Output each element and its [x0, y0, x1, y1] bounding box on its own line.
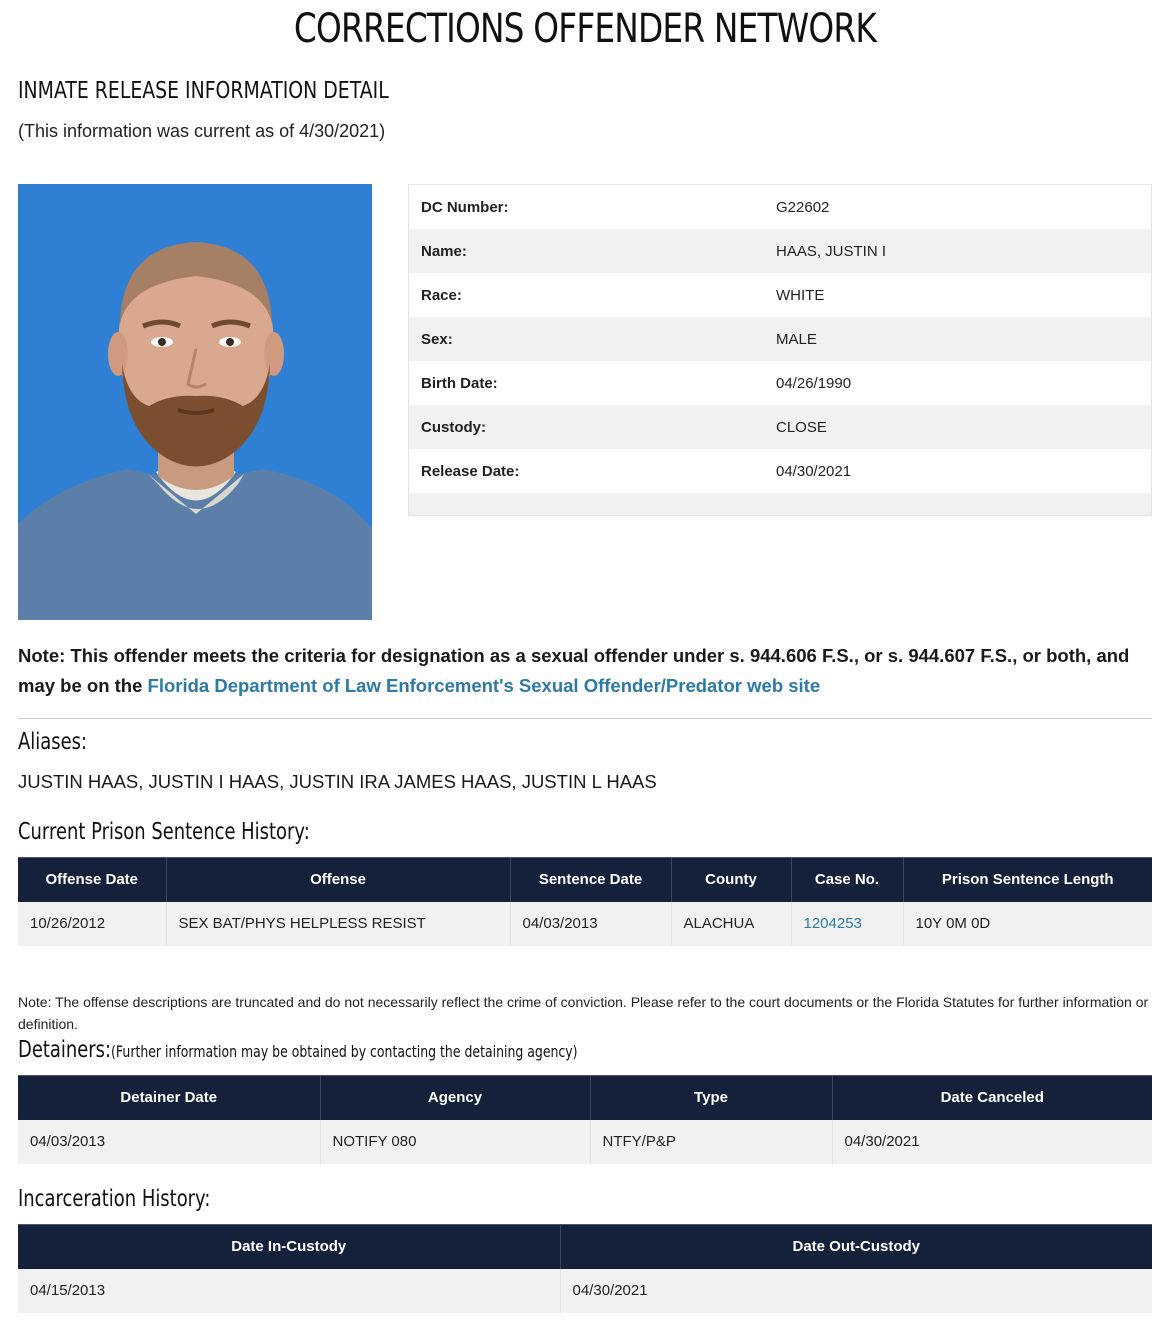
info-label: Birth Date: [421, 374, 498, 392]
column-header: Case No. [791, 858, 903, 902]
site-title-text: CORRECTIONS OFFENDER NETWORK [293, 6, 877, 52]
column-header: County [671, 858, 791, 902]
table-cell: 04/03/2013 [18, 1120, 320, 1164]
info-value: HAAS, JUSTIN I [776, 242, 887, 260]
info-row-race [409, 273, 1151, 317]
note-text: Note: This offender meets the criteria for designation as a sexual offender under s. 944.606 F.S., or s. 944.607 F.S., or both, and may be on the [18, 645, 1130, 696]
info-value: MALE [776, 330, 817, 348]
table-cell: 04/30/2021 [560, 1269, 1152, 1313]
table-cell: SEX BAT/PHYS HELPLESS RESIST [166, 902, 510, 946]
column-header: Date In-Custody [18, 1225, 560, 1269]
incarceration-heading-text: Incarceration History: [18, 1186, 211, 1212]
info-row-birth-date [409, 361, 1151, 405]
column-header: Offense [166, 858, 510, 902]
table-row [18, 1269, 1152, 1313]
info-value: WHITE [776, 286, 825, 304]
table-row [18, 902, 1152, 946]
column-header: Agency [320, 1076, 590, 1120]
detainers-heading-title: Detainers: [18, 1037, 112, 1063]
site-title [0, 6, 1170, 52]
sentence-history-heading [18, 819, 392, 845]
sexual-offender-note [18, 641, 1152, 701]
sentence-history-table [18, 857, 1152, 946]
sentence-history-heading-text: Current Prison Sentence History: [18, 819, 310, 845]
page-heading-text: INMATE RELEASE INFORMATION DETAIL [18, 78, 389, 104]
column-header: Type [590, 1076, 832, 1120]
fdle-offender-site-link[interactable]: Florida Department of Law Enforcement's Sexual Offender/Predator web site [147, 675, 821, 696]
column-header: Date Out-Custody [560, 1225, 1152, 1269]
divider [18, 718, 1152, 719]
info-row-custody [409, 405, 1151, 449]
info-label: DC Number: [421, 198, 509, 216]
current-as-of: (This information was current as of 4/30/2021) [18, 121, 386, 141]
table-header-row [18, 1225, 1152, 1269]
info-label: Race: [421, 286, 462, 304]
inmate-info-table [408, 184, 1152, 516]
column-header: Sentence Date [510, 858, 671, 902]
column-header: Date Canceled [832, 1076, 1152, 1120]
table-row [18, 1120, 1152, 1164]
aliases-heading-text: Aliases: [18, 729, 88, 755]
info-label: Custody: [421, 418, 486, 436]
info-label: Release Date: [421, 462, 520, 480]
aliases-list: JUSTIN HAAS, JUSTIN I HAAS, JUSTIN IRA JAMES HAAS, JUSTIN L HAAS [18, 771, 657, 792]
info-value: 04/26/1990 [776, 374, 852, 392]
table-header-row [18, 1076, 1152, 1120]
detainers-heading-subtitle: (Further information may be obtained by contacting the detaining agency) [111, 1042, 578, 1061]
table-cell: 10Y 0M 0D [903, 902, 1152, 946]
column-header: Prison Sentence Length [903, 858, 1152, 902]
table-cell: NTFY/P&P [590, 1120, 832, 1164]
info-table-footer [409, 493, 1151, 515]
column-header: Offense Date [18, 858, 166, 902]
aliases-heading [18, 729, 106, 755]
info-value: 04/30/2021 [776, 462, 852, 480]
table-cell [791, 902, 903, 946]
table-cell: 10/26/2012 [18, 902, 166, 946]
detainers-heading [18, 1037, 735, 1063]
offense-description-note: Note: The offense descriptions are truncated and do not necessarily reflect the crime of conviction. Please refer to the court documents or the Florida Statutes for further information or definition. [18, 994, 1149, 1032]
case-number-link[interactable]: 1204253 [803, 915, 862, 932]
info-label: Sex: [421, 330, 453, 348]
incarceration-heading [18, 1186, 265, 1212]
info-value: CLOSE [776, 418, 827, 436]
info-label: Name: [421, 242, 467, 260]
detainers-table [18, 1075, 1152, 1164]
info-row-release-date [409, 449, 1151, 493]
table-header-row [18, 858, 1152, 902]
table-cell: 04/30/2021 [832, 1120, 1152, 1164]
incarceration-table [18, 1224, 1152, 1313]
inmate-photo [18, 184, 372, 620]
table-cell: NOTIFY 080 [320, 1120, 590, 1164]
table-cell: ALACHUA [671, 902, 791, 946]
info-value: G22602 [776, 198, 830, 216]
table-cell: 04/15/2013 [18, 1269, 560, 1313]
info-row-sex [409, 317, 1151, 361]
inmate-photo-illustration [18, 184, 372, 620]
table-cell: 04/03/2013 [510, 902, 671, 946]
page-heading [18, 78, 470, 104]
detainers-heading-text [18, 1037, 578, 1063]
info-row-name [409, 229, 1151, 273]
info-row-dc-number [409, 185, 1151, 229]
column-header: Detainer Date [18, 1076, 320, 1120]
